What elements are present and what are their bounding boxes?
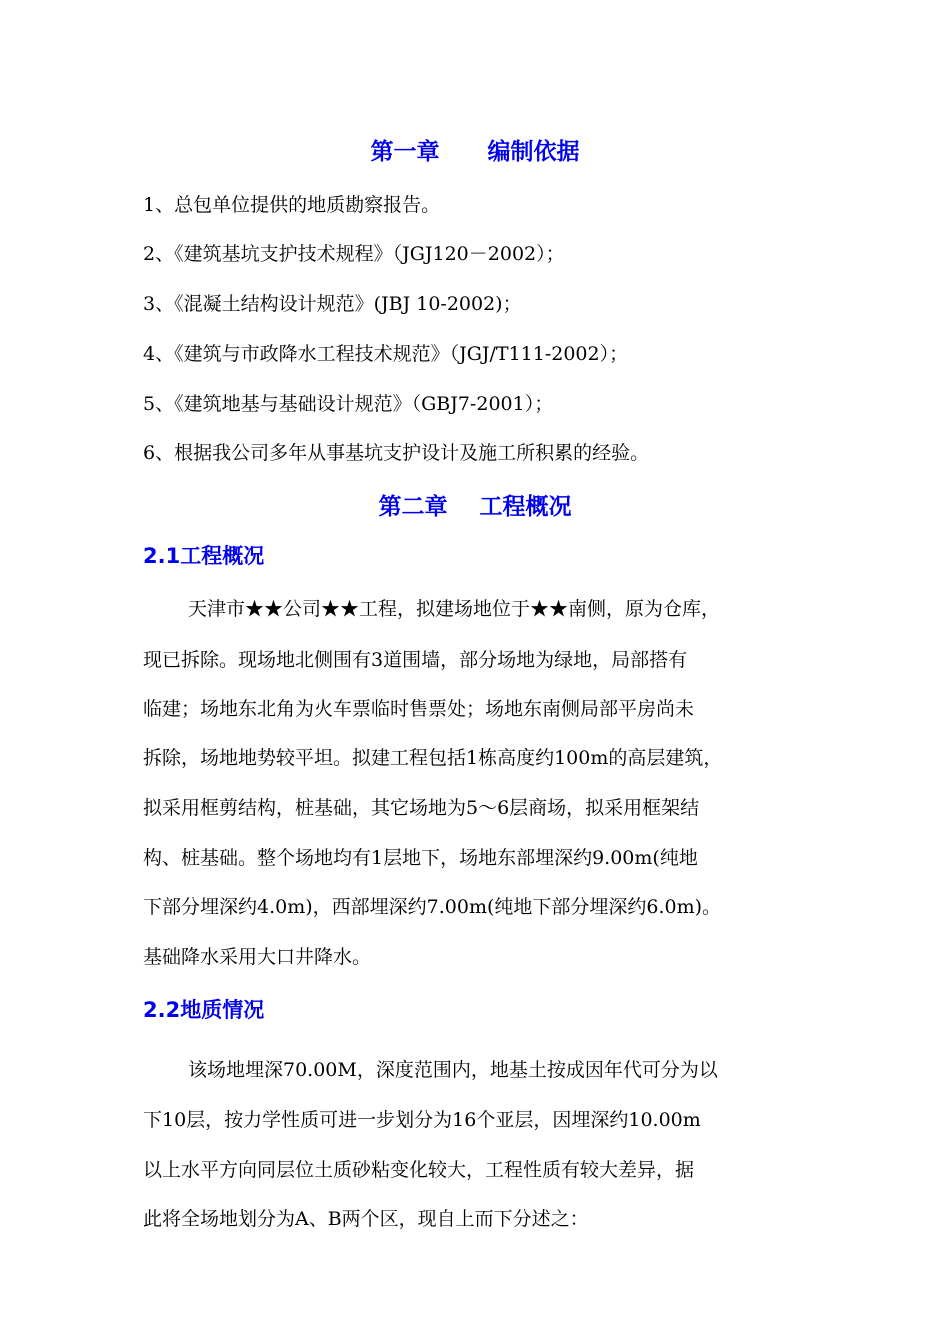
section-2-1-heading: 2.1工程概况	[143, 544, 265, 568]
chapter-1-title: 第一章 编制依据	[370, 139, 580, 165]
basis-item-1: 1、总包单位提供的地质勘察报告。	[143, 194, 441, 216]
section-2-1-line: 拟采用框剪结构，桩基础，其它场地为5～6层商场，拟采用框架结	[143, 797, 700, 819]
section-2-2-line: 下10层，按力学性质可进一步划分为16个亚层，因埋深约10.00m	[143, 1109, 701, 1131]
section-2-1-line: 基础降水采用大口井降水。	[143, 946, 372, 968]
section-2-1-line: 下部分埋深约4.0m)，西部埋深约7.00m(纯地下部分埋深约6.0m)。	[143, 896, 722, 918]
basis-item-4: 4、《建筑与市政降水工程技术规范》（JGJ/T111-2002）；	[143, 343, 629, 365]
basis-item-2: 2、《建筑基坑支护技术规程》（JGJ120－2002）；	[143, 243, 565, 265]
basis-item-5: 5、《建筑地基与基础设计规范》（GBJ7-2001）；	[143, 393, 554, 415]
section-2-1-line: 临建；场地东北角为火车票临时售票处；场地东南侧局部平房尚未	[143, 698, 695, 720]
section-2-2-line: 以上水平方向同层位土质砂粘变化较大，工程性质有较大差异，据	[143, 1159, 695, 1181]
section-2-1-line: 拆除，场地地势较平坦。拟建工程包括1栋高度约100m的高层建筑，	[143, 747, 723, 769]
section-2-2-heading: 2.2地质情况	[143, 998, 265, 1022]
section-2-2-line: 此将全场地划分为A、B两个区，现自上而下分述之：	[143, 1208, 589, 1230]
section-2-1-line: 天津市★★公司★★工程，拟建场地位于★★南侧，原为仓库，	[188, 598, 721, 620]
section-2-1-line: 现已拆除。现场地北侧围有3道围墙，部分场地为绿地，局部搭有	[143, 649, 688, 671]
section-2-1-line: 构、桩基础。整个场地均有1层地下，场地东部埋深约9.00m(纯地	[143, 847, 698, 869]
section-2-2-line: 该场地埋深70.00M，深度范围内，地基土按成因年代可分为以	[188, 1059, 718, 1081]
basis-item-3: 3、《混凝土结构设计规范》(JBJ 10-2002)；	[143, 293, 522, 315]
chapter-2-title: 第二章 工程概况	[378, 494, 572, 520]
basis-item-6: 6、根据我公司多年从事基坑支护设计及施工所积累的经验。	[143, 442, 650, 464]
